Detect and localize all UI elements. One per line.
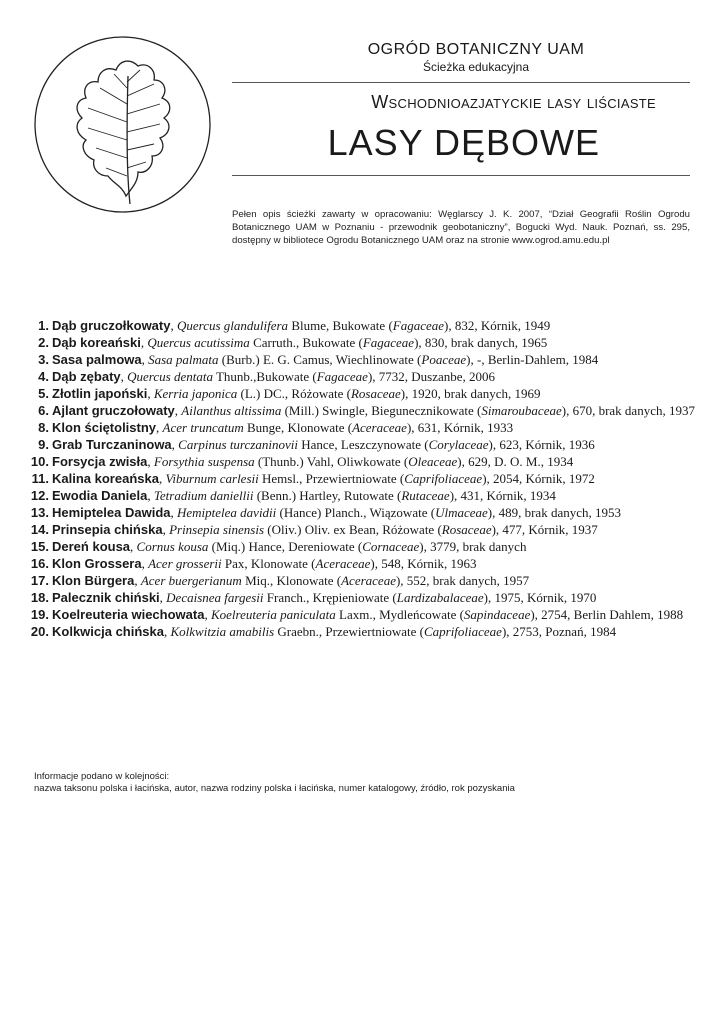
item-number: 16. <box>30 556 49 571</box>
polish-name: Ajlant gruczołowaty <box>52 403 175 418</box>
catalog-source-year: ), 489, brak danych, 1953 <box>487 505 621 520</box>
item-number: 11. <box>31 471 49 486</box>
latin-name: Quercus acutissima <box>147 335 250 350</box>
latin-name: Viburnum carlesii <box>165 471 259 486</box>
family-latin-name: Sapindaceae <box>463 607 531 622</box>
path-label: Ścieżka edukacyjna <box>422 60 530 74</box>
catalog-source-year: ), 623, Kórnik, 1936 <box>488 437 595 452</box>
item-number: 4. <box>38 369 49 384</box>
catalog-source-year: ), 552, brak danych, 1957 <box>395 573 530 588</box>
family-latin-name: Rutaceae <box>401 488 450 503</box>
list-item <box>22 470 702 487</box>
source-description: Pełen opis ścieżki zawarty w opracowaniu: Węglarscy J. K. 2007, “Dział Geografii Roślin Ogrodu Botanicznego UAM w Poznaniu - przewodnik geobotaniczny”, Bogucki Wyd. Nauk. Poznań, ss. 295, dostępny w bibliotece Ogrodu Botanicznego UAM oraz na stronie www.ogrod.amu.edu.pl <box>232 209 690 246</box>
list-item <box>22 555 702 572</box>
author-family: Blume, Bukowate ( <box>291 318 393 333</box>
family-latin-name: Ulmaceae <box>435 505 488 520</box>
item-number: 17. <box>30 573 49 588</box>
footer-note <box>34 771 515 795</box>
author-family: (Benn.) Hartley, Rutowate ( <box>256 488 402 503</box>
item-number: 5. <box>38 386 49 401</box>
catalog-source-year: ), 629, D. O. M., 1934 <box>457 454 574 469</box>
list-item <box>22 334 702 351</box>
author-family: Bunge, Klonowate ( <box>247 420 353 435</box>
family-latin-name: Aceraceae <box>315 556 371 571</box>
polish-name: Złotlin japoński <box>52 386 148 401</box>
separator: , <box>130 539 137 554</box>
latin-name: Carpinus turczaninovii <box>178 437 298 452</box>
item-number: 3. <box>38 352 49 367</box>
list-item <box>22 436 702 453</box>
polish-name: Koelreuteria wiechowata <box>52 607 205 622</box>
author-family: (Oliv.) Oliv. ex Bean, Różowate ( <box>267 522 442 537</box>
list-item <box>22 487 702 504</box>
latin-name: Decaisnea fargesii <box>166 590 264 605</box>
item-number: 13. <box>30 505 49 520</box>
polish-name: Kalina koreańska <box>52 471 159 486</box>
polish-name: Ewodia Daniela <box>52 488 148 503</box>
separator: , <box>162 522 170 537</box>
separator: , <box>156 420 163 435</box>
list-item <box>22 419 702 436</box>
separator: , <box>159 590 167 605</box>
separator: , <box>174 403 182 418</box>
separator: , <box>147 454 154 469</box>
item-number: 15. <box>30 539 49 554</box>
organization-name: OGRÓD BOTANICZNY UAM <box>367 41 585 58</box>
latin-name: Quercus glandulifera <box>176 318 289 333</box>
family-latin-name: Corylaceae <box>428 437 489 452</box>
list-item <box>22 453 702 470</box>
polish-name: Dąb koreański <box>52 335 141 350</box>
separator: , <box>170 318 177 333</box>
list-item <box>22 538 702 555</box>
latin-name: Prinsepia sinensis <box>169 522 265 537</box>
latin-name: Sasa palmata <box>148 352 219 367</box>
family-latin-name: Fagaceae <box>392 318 445 333</box>
list-item <box>22 351 702 368</box>
oak-leaf-icon <box>34 36 211 213</box>
item-number: 19. <box>30 607 49 622</box>
catalog-source-year: ), 830, brak danych, 1965 <box>414 335 548 350</box>
separator: , <box>164 624 171 639</box>
family-latin-name: Fagaceae <box>362 335 415 350</box>
family-latin-name: Rosaceae <box>350 386 401 401</box>
divider <box>232 175 690 176</box>
footer-line-1: Informacje podano w kolejności: <box>34 771 170 782</box>
author-family: Hance, Leszczynowate ( <box>301 437 429 452</box>
latin-name: Quercus dentata <box>127 369 213 384</box>
catalog-source-year: ), 431, Kórnik, 1934 <box>449 488 556 503</box>
author-family: Graebn., Przewiertniowate ( <box>277 624 424 639</box>
family-latin-name: Aceraceae <box>341 573 396 588</box>
latin-name: Koelreuteria paniculata <box>210 607 336 622</box>
latin-name: Ailanthus altissima <box>181 403 282 418</box>
separator: , <box>147 386 154 401</box>
latin-name: Kerria japonica <box>153 386 238 401</box>
family-latin-name: Lardizabalaceae <box>396 590 484 605</box>
polish-name: Palecznik chiński <box>52 590 160 605</box>
author-family: (Mill.) Swingle, Biegunecznikowate ( <box>284 403 482 418</box>
polish-name: Prinsepia chińska <box>52 522 163 537</box>
item-number: 10. <box>30 454 49 469</box>
author-family: (L.) DC., Różowate ( <box>240 386 351 401</box>
catalog-source-year: ), 1975, Kórnik, 1970 <box>483 590 597 605</box>
separator: , <box>141 556 149 571</box>
item-number: 1. <box>38 318 49 333</box>
family-latin-name: Rosaceae <box>441 522 492 537</box>
item-number: 8. <box>38 420 49 435</box>
item-number: 14. <box>30 522 49 537</box>
catalog-source-year: ), 548, Kórnik, 1963 <box>370 556 477 571</box>
latin-name: Hemiptelea davidii <box>177 505 277 520</box>
separator: , <box>120 369 128 384</box>
author-family: Hemsl., Przewiertniowate ( <box>261 471 405 486</box>
item-number: 9. <box>38 437 49 452</box>
author-family: Franch., Krępieniowate ( <box>266 590 397 605</box>
polish-name: Klon Bürgera <box>52 573 135 588</box>
catalog-source-year: ), 670, brak danych, 1937 <box>561 403 695 418</box>
latin-name: Acer truncatum <box>162 420 244 435</box>
author-family: Thunb.,Bukowate ( <box>215 369 317 384</box>
list-item <box>22 317 702 334</box>
author-family: (Thunb.) Vahl, Oliwkowate ( <box>257 454 409 469</box>
catalog-source-year: ), 631, Kórnik, 1933 <box>406 420 514 435</box>
list-item <box>22 402 702 419</box>
polish-name: Dąb zębaty <box>52 369 121 384</box>
author-family: Laxm., Mydleńcowate ( <box>339 607 464 622</box>
divider <box>232 82 690 83</box>
catalog-source-year: ), 2754, Berlin Dahlem, 1988 <box>530 607 684 622</box>
list-item <box>22 589 702 606</box>
polish-name: Sasa palmowa <box>52 352 142 367</box>
family-latin-name: Oleaceae <box>408 454 458 469</box>
page-title: LASY DĘBOWE <box>327 122 600 163</box>
item-number: 18. <box>30 590 49 605</box>
list-item <box>22 504 702 521</box>
item-number: 2. <box>38 335 49 350</box>
catalog-source-year: ), -, Berlin-Dahlem, 1984 <box>466 352 599 367</box>
catalog-source-year: ), 477, Kórnik, 1937 <box>491 522 598 537</box>
polish-name: Dereń kousa <box>52 539 131 554</box>
list-item <box>22 572 702 589</box>
catalog-source-year: ), 7732, Duszanbe, 2006 <box>367 369 496 384</box>
polish-name: Klon ściętolistny <box>52 420 157 435</box>
list-item <box>22 521 702 538</box>
polish-name: Kolkwicja chińska <box>52 624 164 639</box>
polish-name: Grab Turczaninowa <box>52 437 172 452</box>
author-family: Carruth., Bukowate ( <box>253 335 363 350</box>
page-subtitle: Wschodnioazjatyckie lasy liściaste <box>371 92 656 112</box>
family-latin-name: Poaceae <box>421 352 467 367</box>
author-family: (Miq.) Hance, Dereniowate ( <box>211 539 363 554</box>
separator: , <box>170 505 177 520</box>
polish-name: Dąb gruczołkowaty <box>52 318 171 333</box>
latin-name: Cornus kousa <box>136 539 209 554</box>
latin-name: Tetradium daniellii <box>153 488 254 503</box>
polish-name: Hemiptelea Dawida <box>52 505 171 520</box>
family-latin-name: Cornaceae <box>362 539 420 554</box>
author-family: Miq., Klonowate ( <box>245 573 342 588</box>
family-latin-name: Caprifoliaceae <box>423 624 502 639</box>
item-number: 12. <box>30 488 49 503</box>
separator: , <box>204 607 211 622</box>
latin-name: Acer buergerianum <box>140 573 242 588</box>
polish-name: Klon Grossera <box>52 556 142 571</box>
author-family: Pax, Klonowate ( <box>224 556 316 571</box>
author-family: (Burb.) E. G. Camus, Wiechlinowate ( <box>221 352 422 367</box>
catalog-source-year: ), 3779, brak danych <box>419 539 527 554</box>
latin-name: Forsythia suspensa <box>153 454 255 469</box>
item-number: 6. <box>38 403 49 418</box>
polish-name: Forsycja zwisła <box>52 454 148 469</box>
family-latin-name: Caprifoliaceae <box>404 471 483 486</box>
list-item <box>22 623 702 640</box>
separator: , <box>134 573 141 588</box>
latin-name: Kolkwitzia amabilis <box>170 624 275 639</box>
catalog-source-year: ), 1920, brak danych, 1969 <box>400 386 541 401</box>
catalog-source-year: ), 832, Kórnik, 1949 <box>444 318 551 333</box>
list-item <box>22 368 702 385</box>
catalog-source-year: ), 2753, Poznań, 1984 <box>501 624 617 639</box>
list-item <box>22 606 702 623</box>
separator: , <box>147 488 154 503</box>
family-latin-name: Fagaceae <box>316 369 368 384</box>
catalog-source-year: ), 2054, Kórnik, 1972 <box>482 471 595 486</box>
header <box>232 40 690 176</box>
latin-name: Acer grosserii <box>148 556 222 571</box>
separator: , <box>158 471 166 486</box>
family-latin-name: Simaroubaceae <box>481 403 562 418</box>
item-number: 20. <box>30 624 49 639</box>
separator: , <box>171 437 179 452</box>
separator: , <box>141 352 149 367</box>
list-item <box>22 385 702 402</box>
species-list <box>22 317 702 640</box>
family-latin-name: Aceraceae <box>352 420 407 435</box>
footer-line-2: nazwa taksonu polska i łacińska, autor, nazwa rodziny polska i łacińska, numer katalogowy, źródło, rok pozyskania <box>34 783 515 794</box>
separator: , <box>140 335 148 350</box>
author-family: (Hance) Planch., Wiązowate ( <box>279 505 436 520</box>
